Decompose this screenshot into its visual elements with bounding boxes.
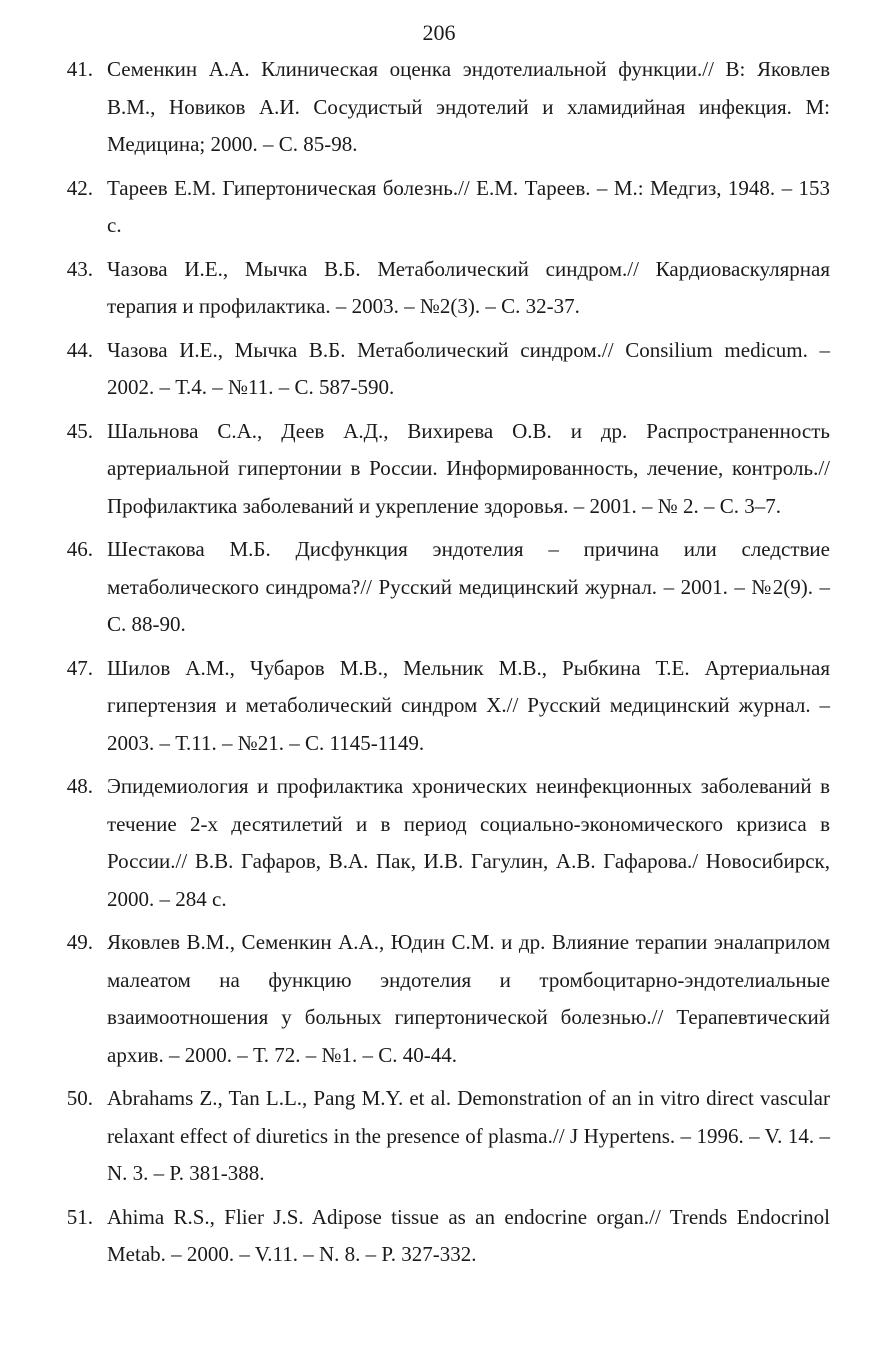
reference-text: Шестакова М.Б. Дисфункция эндотелия – причина или следствие метаболического синдрома?// Русский медицинский журнал. – 2001. – №2(9). – С. 88-90. bbox=[107, 537, 830, 636]
reference-number: 46. bbox=[66, 537, 93, 561]
reference-text: Чазова И.Е., Мычка В.Б. Метаболический синдром.// Кардиоваскулярная терапия и профилактика. – 2003. – №2(3). – С. 32-37. bbox=[107, 256, 830, 318]
reference-text: Шальнова С.А., Деев А.Д., Вихирева О.В. и др. Распространенность артериальной гипертонии в России. Информированность, лечение, контроль.// Профилактика заболеваний и укрепление здоровья. – 2001. – № 2. – С. 3–7. bbox=[107, 418, 830, 518]
reference-item-48 bbox=[40, 768, 830, 918]
reference-number: 45. bbox=[66, 418, 93, 443]
reference-item-50 bbox=[40, 1080, 830, 1193]
reference-number: 42. bbox=[66, 175, 93, 200]
reference-number: 48. bbox=[66, 774, 93, 798]
page-number: 206 bbox=[422, 20, 456, 45]
reference-item-44 bbox=[40, 332, 830, 407]
reference-number: 47. bbox=[66, 655, 93, 680]
reference-text: Шилов А.М., Чубаров М.В., Мельник М.В., Рыбкина Т.Е. Артериальная гипертензия и метаболический синдром Х.// Русский медицинский журнал. – 2003. – Т.11. – №21. – С. 1145-1149. bbox=[107, 655, 830, 755]
reference-text: Тареев Е.М. Гипертоническая болезнь.// Е.М. Тареев. – М.: Медгиз, 1948. – 153 с. bbox=[107, 175, 830, 237]
reference-number: 50. bbox=[66, 1086, 93, 1110]
reference-item-51 bbox=[40, 1199, 830, 1274]
reference-text: Чазова И.Е., Мычка В.Б. Метаболический синдром.// Consilium medicum. – 2002. – Т.4. – №11. – С. 587-590. bbox=[107, 337, 830, 399]
reference-list bbox=[40, 51, 830, 1280]
reference-number: 51. bbox=[66, 1204, 93, 1229]
reference-item-46 bbox=[40, 531, 830, 644]
reference-text: Эпидемиология и профилактика хронических неинфекционных заболеваний в течение 2-х десятилетий и в период социально-экономического кризиса в России.// В.В. Гафаров, В.А. Пак, И.В. Гагулин, А.В. Гафарова./ Новосибирск, 2000. – 284 с. bbox=[107, 774, 830, 911]
reference-number: 49. bbox=[66, 930, 93, 954]
reference-number: 44. bbox=[66, 337, 93, 362]
reference-number: 43. bbox=[66, 256, 93, 281]
reference-item-49 bbox=[40, 924, 830, 1074]
reference-text: Ahima R.S., Flier J.S. Adipose tissue as an endocrine organ.// Trends Endocrinol Metab. – 2000. – V.11. – N. 8. – P. 327-332. bbox=[107, 1204, 830, 1266]
reference-item-45 bbox=[40, 413, 830, 526]
reference-text: Яковлев В.М., Семенкин А.А., Юдин С.М. и др. Влияние терапии эналаприлом малеатом на функцию эндотелия и тромбоцитарно-эндотелиальные взаимоотношения у больных гипертонической болезнью.// Терапевтический архив. – 2000. – Т. 72. – №1. – С. 40-44. bbox=[107, 930, 830, 1067]
reference-item-43 bbox=[40, 251, 830, 326]
reference-item-42 bbox=[40, 170, 830, 245]
reference-item-41 bbox=[40, 51, 830, 164]
reference-item-47 bbox=[40, 650, 830, 763]
reference-number: 41. bbox=[66, 57, 93, 81]
reference-text: Abrahams Z., Tan L.L., Pang M.Y. et al. Demonstration of an in vitro direct vascular relaxant effect of diuretics in the presence of plasma.// J Hypertens. – 1996. – V. 14. – N. 3. – P. 381-388. bbox=[107, 1086, 830, 1185]
reference-text: Семенкин А.А. Клиническая оценка эндотелиальной функции.// В: Яковлев В.М., Новиков А.И. Сосудистый эндотелий и хламидийная инфекция. М: Медицина; 2000. – С. 85-98. bbox=[107, 57, 830, 156]
